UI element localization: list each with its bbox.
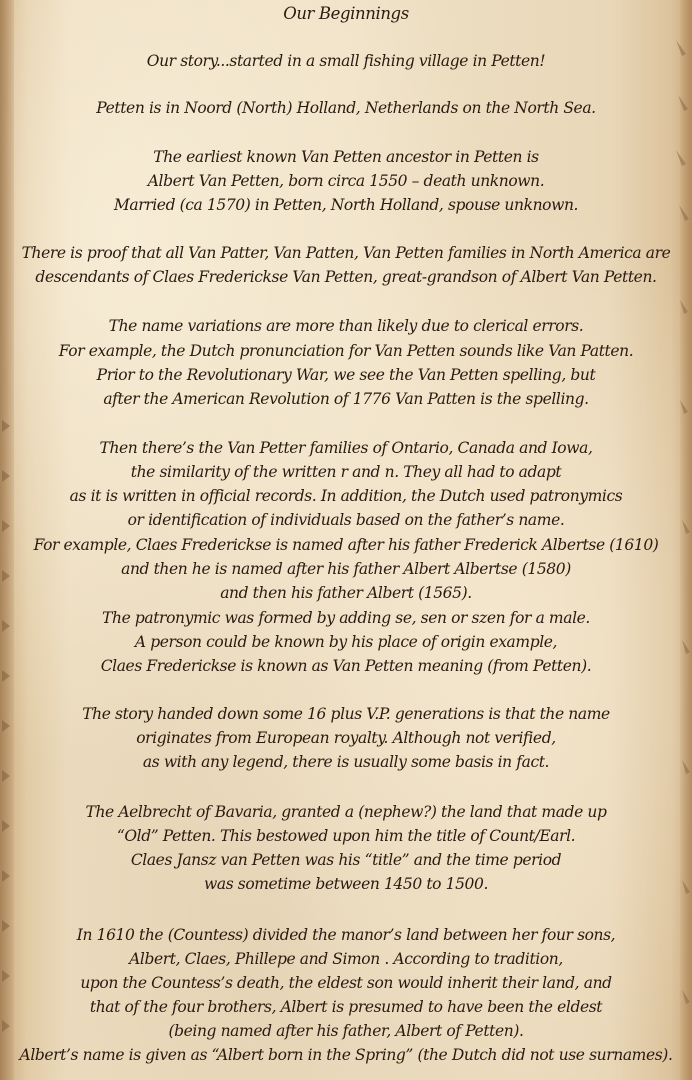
page-title: Our Beginnings (283, 4, 409, 23)
text-line: was sometime between 1450 to 1500. (203, 875, 488, 893)
text-line: upon the Countess’s death, the eldest son would inherit their land, and (80, 974, 612, 992)
text-line: Albert, Claes, Phillepe and Simon . According to tradition, (129, 950, 563, 968)
text-line: The name variations are more than likely due to clerical errors. (108, 317, 584, 335)
text-line: as with any legend, there is usually some basis in fact. (142, 753, 550, 771)
text-line: There is proof that all Van Patter, Van Patten, Van Petten families in North America are (21, 244, 671, 262)
text-line: or identification of individuals based on the father’s name. (127, 511, 565, 529)
text-line: In 1610 the (Countess) divided the manor’s land between her four sons, (76, 926, 616, 944)
text-line: Claes Fredericksе is known as Van Petten meaning (from Petten). (100, 657, 592, 675)
text-line: Claes Jansz van Petten was his “title” and the time period (130, 851, 562, 869)
text-line: Then there’s the Van Petter families of Ontario, Canada and Iowa, (99, 439, 593, 457)
text-line: after the American Revolution of 1776 Van Patten is the spelling. (103, 390, 589, 408)
text-line: For example, Claes Fredericksе is named after his father Frederick Albertse (1610) (33, 536, 659, 554)
text-line: A person could be known by his place of origin example, (134, 633, 558, 651)
text-line: originates from European royalty. Although not verified, (136, 729, 556, 747)
text-line: The earliest known Van Petten ancestor in Petten is (153, 148, 539, 166)
text-line: Prior to the Revolutionary War, we see the Van Petten spelling, but (96, 366, 596, 384)
text-line: Albert Van Petten, born circa 1550 – death unknown. (147, 172, 545, 190)
text-line: the similarity of the written r and n. They all had to adapt (130, 463, 562, 481)
text-line: descendants of Claes Fredericksе Van Petten, great-grandson of Albert Van Petten. (35, 268, 657, 286)
text-line: that of the four brothers, Albert is presumed to have been the eldest (89, 998, 603, 1016)
text-line: The story handed down some 16 plus V.P. generations is that the name (82, 705, 610, 723)
text-line: and then he is named after his father Albert Albertse (1580) (121, 560, 571, 578)
text-line: (being named after his father, Albert of Petten). (168, 1022, 524, 1040)
text-line: Petten is in Noord (North) Holland, Netherlands on the North Sea. (96, 99, 596, 117)
text-line: Married (ca 1570) in Petten, North Holland, spouse unknown. (113, 196, 579, 214)
text-line: as it is written in official records. In addition, the Dutch used patronymics (69, 487, 623, 505)
text-line: “Old” Petten. This bestowed upon him the title of Count/Earl. (116, 827, 576, 845)
text-line: Our story...started in a small fishing village in Petten! (146, 52, 546, 70)
text-line: The patronymic was formed by adding se, sen or szen for a male. (102, 609, 590, 627)
text-line: For example, the Dutch pronunciation for Van Petten sounds like Van Patten. (58, 342, 634, 360)
text-line: and then his father Albert (1565). (220, 584, 472, 602)
text-line: Albert’s name is given as “Albert born in the Spring” (the Dutch did not use surnames). (19, 1046, 673, 1064)
text-line: The Aelbrecht of Bavaria, granted a (nephew?) the land that made up (85, 803, 607, 821)
